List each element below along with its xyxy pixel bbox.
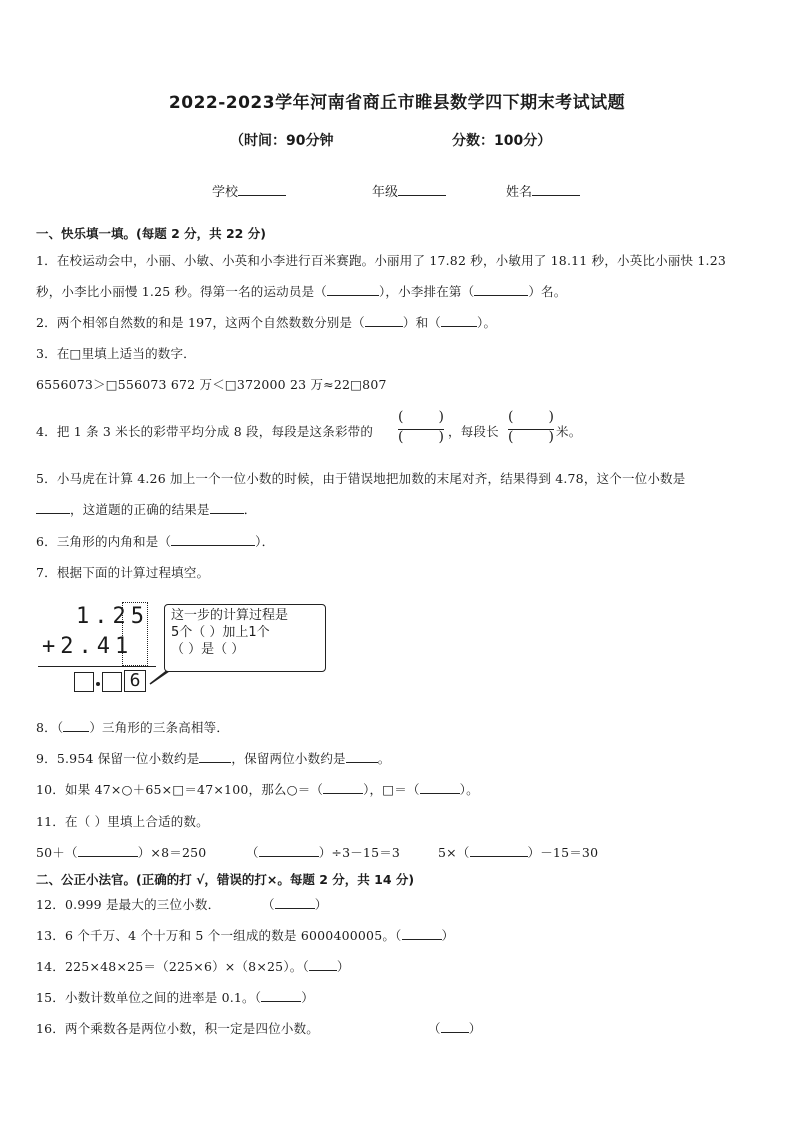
q15-blank (261, 989, 301, 1002)
q11-expr-2: （ ）÷3－15＝3 (246, 845, 401, 860)
q11-blank-3 (470, 844, 528, 857)
q2: 2．两个相邻自然数的和是 197，这两个自然数数分别是（ ）和（ ）。 (36, 315, 497, 330)
q14: 14．225×48×25＝（225×6）×（8×25）。（ ） (36, 959, 350, 974)
exam-time: （时间：90分钟 (230, 133, 334, 149)
q9: 9．5.954 保留一位小数约是 ，保留两位小数约是 。 (36, 751, 391, 766)
school-field (212, 181, 286, 200)
name-field (506, 181, 580, 200)
q7-row-2: +2.41 (42, 634, 134, 659)
q6: 6．三角形的内角和是（ ）． (36, 534, 275, 549)
q11-expr-1: 50＋（ ）×8＝250 (36, 845, 207, 860)
q8: 8．（ ）三角形的三条高相等． (36, 720, 230, 735)
q7-row-1: 1.25 (76, 604, 149, 629)
q16: 16．两个乘数各是两位小数，积一定是四位小数。 (36, 1021, 320, 1036)
q4-part-b: ，每段长 (448, 424, 499, 439)
q1-line1: 1．在校运动会中，小丽、小敏、小英和小李进行百米赛跑。小丽用了 17.82 秒，小敏用了 18.11 秒，小英比小丽快 1.23 (36, 253, 727, 268)
q10-blank-2 (420, 781, 460, 794)
q12: 12．0.999 是最大的三位小数． (36, 897, 221, 912)
q12-blank (275, 896, 315, 909)
q15: 15．小数计数单位之间的进率是 0.1。（ ） (36, 990, 314, 1005)
q5-line2: ，这道题的正确的结果是 ． (36, 500, 256, 518)
q9-blank-2 (346, 750, 378, 763)
q7-answer-box-2 (102, 672, 122, 692)
q2-blank-2 (441, 314, 477, 327)
q1-blank-1 (327, 283, 379, 296)
q7-result-digit: 6 (124, 670, 146, 692)
section-2-title: 二、公正小法官。(正确的打 √，错误的打×。每题 2 分，共 14 分) (36, 872, 415, 887)
grade-blank (398, 183, 446, 196)
name-label: 姓名 (506, 185, 533, 200)
q5-blank-2 (210, 501, 244, 514)
q11-text: 11．在（ ）里填上合适的数。 (36, 814, 209, 829)
q11-expr-3: 5×（ ）－15＝30 (438, 845, 599, 860)
q13-blank (402, 927, 442, 940)
q7-decimal-point (96, 682, 100, 686)
q6-blank (171, 533, 255, 546)
q7-text: 7．根据下面的计算过程填空。 (36, 565, 210, 580)
section-1-title: 一、快乐填一填。(每题 2 分，共 22 分) (36, 226, 266, 241)
school-blank (238, 183, 286, 196)
q3-line2: 6556073＞□556073 672 万＜□372000 23 万≈22□807 (36, 377, 387, 392)
q11-blank-2 (259, 844, 319, 857)
q5-line1: 5．小马虎在计算 4.26 加上一个一位小数的时候，由于错误地把加数的末尾对齐，结果得到 4.78，这个一位小数是 (36, 471, 686, 486)
q4-part-a: 4．把 1 条 3 米长的彩带平均分成 8 段，每段是这条彩带的 (36, 424, 374, 439)
q14-blank (309, 958, 337, 971)
q5-blank-1 (36, 501, 70, 514)
q10: 10．如果 47×○＋65×□＝47×100，那么○＝（ ），□＝（ ）。 (36, 782, 479, 797)
q16-answer: （ ） (428, 1021, 482, 1036)
page-title: 2022-2023学年河南省商丘市睢县数学四下期末考试试题 (168, 93, 626, 113)
q2-blank-1 (365, 314, 403, 327)
q4-fraction-2: ( ) ( ) (508, 409, 554, 445)
q3-text: 3．在□里填上适当的数字． (36, 346, 196, 361)
grade-field (372, 181, 446, 200)
q7-sum-line (38, 666, 156, 667)
name-blank (532, 183, 580, 196)
q16-blank (441, 1020, 469, 1033)
q12-answer: （ ） (262, 897, 328, 912)
q4-fraction-1: ( ) ( ) (398, 409, 444, 445)
q8-blank (63, 719, 89, 732)
q9-blank-1 (199, 750, 231, 763)
q1-blank-2 (474, 283, 528, 296)
q7-bubble-line-2: 5个（ ）加上1个 (171, 625, 270, 640)
q7-answer-box-1 (74, 672, 94, 692)
exam-score: 分数：100分） (452, 133, 552, 149)
q11-blank-1 (78, 844, 138, 857)
q10-blank-1 (323, 781, 363, 794)
school-label: 学校 (212, 185, 239, 200)
grade-label: 年级 (372, 185, 399, 200)
q1-line2: 秒，小李比小丽慢 1.25 秒。得第一名的运动员是（ ），小李排在第（ ）名。 (36, 284, 567, 299)
q4-part-c: 米。 (556, 424, 582, 439)
q7-bubble-line-1: 这一步的计算过程是 (171, 608, 289, 623)
q7-bubble-line-3: （ ）是（ ） (171, 642, 245, 657)
q7-speech-bubble (164, 604, 326, 672)
q13: 13．6 个千万、4 个十万和 5 个一组成的数是 6000400005。（ ） (36, 928, 455, 943)
